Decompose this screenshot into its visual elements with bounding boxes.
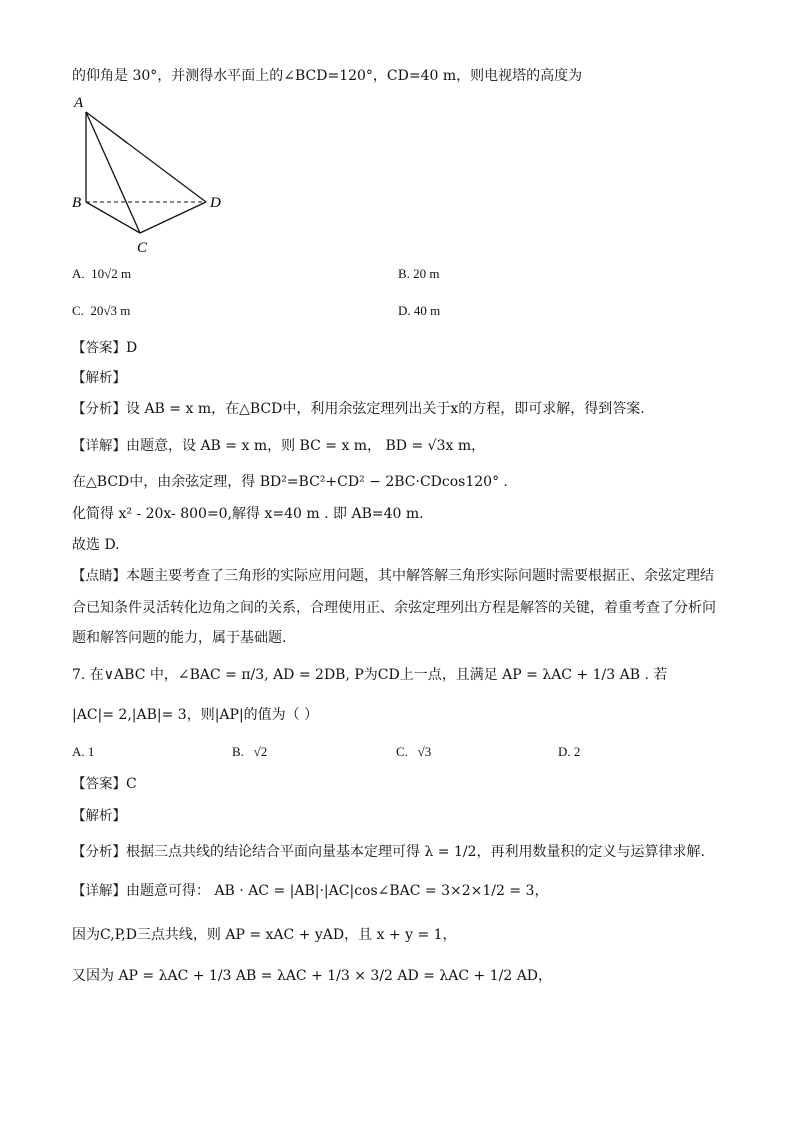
- q6-fenxi: 【分析】设 AB = x m，在△BCD中，利用余弦定理列出关于x的方程，即可求解，得到答案.: [72, 401, 645, 417]
- q6-dianjing-2: 合已知条件灵活转化边角之间的关系，合理使用正、余弦定理列出方程是解答的关键，着重考查了分析问: [72, 600, 716, 616]
- q6-analysis-heading: 【解析】: [72, 370, 126, 386]
- q7-option-d: D. 2: [558, 744, 581, 759]
- q7-analysis-heading: 【解析】: [72, 808, 126, 824]
- q7-option-b: B. √2: [232, 744, 268, 759]
- q7-option-a: A. 1: [72, 744, 95, 759]
- q7-stem-2: |AC|= 2,|AB|= 3，则|AP|的值为（ ）: [72, 707, 319, 723]
- vertex-label-d: D: [210, 195, 221, 211]
- q7-stem-1: 7. 在∨ABC 中，∠BAC = π/3, AD = 2DB, P为CD上一点，且满足 AP = λAC + 1/3 AB . 若: [72, 667, 668, 683]
- vertex-label-a: A: [74, 95, 84, 111]
- q6-step-1: 在△BCD中，由余弦定理，得 BD²=BC²+CD² − 2BC·CDcos120° .: [72, 474, 508, 490]
- q7-answer: 【答案】C: [72, 776, 137, 792]
- q6-dianjing-3: 题和解答问题的能力，属于基础题.: [72, 630, 287, 646]
- q6-dianjing: 【点睛】本题主要考查了三角形的实际应用问题，其中解答解三角形实际问题时需要根据正、余弦定理结: [72, 568, 714, 584]
- pyramid-diagram: [64, 90, 244, 260]
- q6-option-a: A. 10√2 m: [72, 266, 132, 281]
- q6-option-c: C. 20√3 m: [72, 303, 131, 318]
- q7-fenxi: 【分析】根据三点共线的结论结合平面向量基本定理可得 λ = 1/2，再利用数量积的定义与运算律求解.: [72, 844, 705, 860]
- q6-option-b: B. 20 m: [398, 266, 440, 281]
- q7-xiangjie: 【详解】由题意可得： AB · AC = |AB|·|AC|cos∠BAC = 3×2×1/2 = 3，: [72, 883, 549, 899]
- q6-option-d: D. 40 m: [398, 303, 441, 318]
- q6-step-3: 故选 D.: [72, 537, 120, 553]
- q7-step-2: 又因为 AP = λAC + 1/3 AB = λAC + 1/3 × 3/2 AD = λAC + 1/2 AD，: [72, 968, 553, 984]
- q6-answer: 【答案】D: [72, 340, 138, 356]
- q7-step-1: 因为C,P,D三点共线，则 AP = xAC + yAD，且 x + y = 1，: [72, 927, 457, 943]
- q7-option-c: C. √3: [396, 744, 432, 759]
- q6-intro: 的仰角是 30°，并测得水平面上的∠BCD=120°，CD=40 m，则电视塔的高度为: [72, 68, 583, 84]
- vertex-label-c: C: [137, 240, 148, 256]
- vertex-label-b: B: [72, 195, 82, 211]
- q6-step-2: 化简得 x² - 20x- 800=0,解得 x=40 m . 即 AB=40 m.: [72, 506, 424, 522]
- q6-xiangjie: 【详解】由题意，设 AB = x m，则 BC = x m， BD = √3x m，: [72, 438, 486, 454]
